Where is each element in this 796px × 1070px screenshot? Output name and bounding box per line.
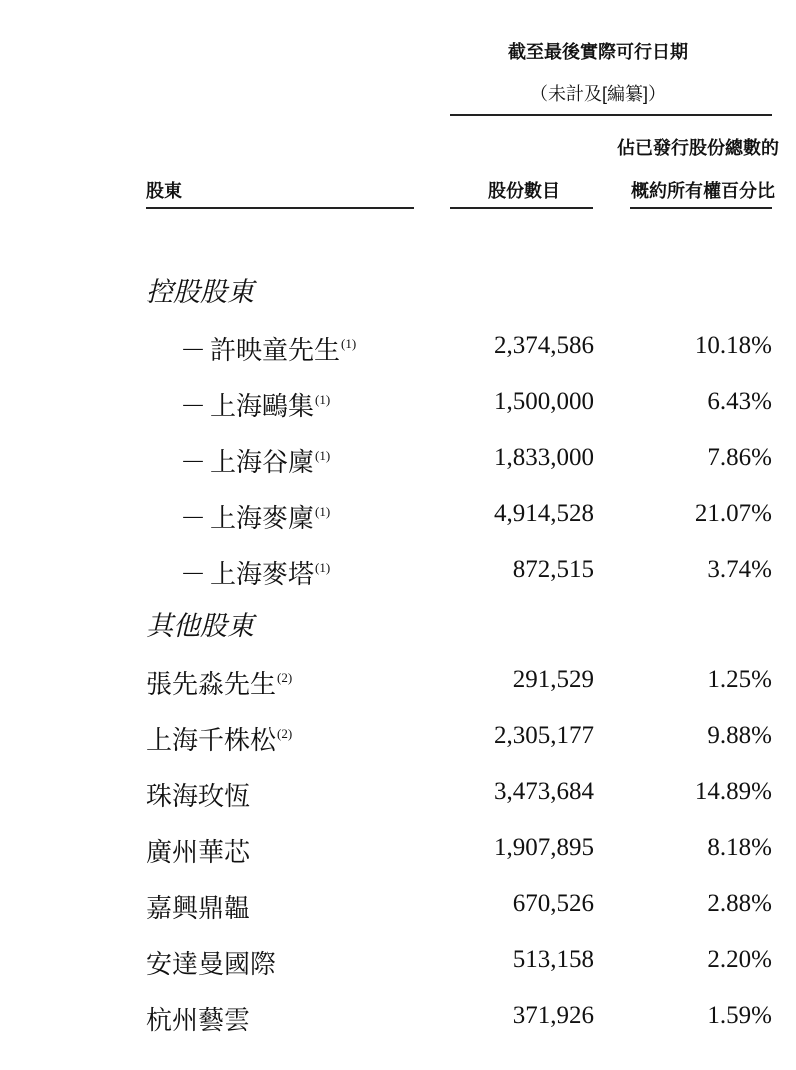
share-count: 1,907,895 bbox=[494, 834, 594, 861]
ownership-pct: 9.88% bbox=[707, 722, 772, 749]
shareholder-name: － 上海麥廩$^{(1)}$ bbox=[180, 504, 331, 533]
table-row bbox=[0, 660, 796, 704]
table-row bbox=[0, 940, 796, 984]
ownership-pct: 8.18% bbox=[707, 834, 772, 861]
footnote-marker: (1) bbox=[315, 504, 331, 519]
ownership-pct: 21.07% bbox=[694, 500, 772, 527]
pct-col-header-line1: 佔已發行股份總數的 bbox=[617, 138, 779, 158]
footnote-marker: (1) bbox=[315, 448, 331, 463]
pct-col-header-line2: 概約所有權百分比 bbox=[631, 181, 775, 201]
ownership-pct: 2.20% bbox=[707, 946, 772, 973]
ownership-pct: 2.88% bbox=[707, 890, 772, 917]
shareholder-name: － 上海麥塔$^{(1)}$ bbox=[180, 560, 331, 589]
table-row bbox=[0, 884, 796, 928]
share-count: 291,529 bbox=[512, 666, 594, 693]
table-row bbox=[0, 438, 796, 482]
period-header-rule bbox=[450, 114, 772, 116]
share-count: 1,500,000 bbox=[494, 388, 594, 415]
share-count: 670,526 bbox=[512, 890, 594, 917]
share-count: 3,473,684 bbox=[494, 778, 594, 805]
shareholder-name: 杭州藝雲 bbox=[146, 1006, 251, 1035]
pct-col-rule bbox=[630, 207, 772, 209]
shareholder-col-header: 股東 bbox=[146, 181, 182, 201]
ownership-pct: 3.74% bbox=[707, 556, 772, 583]
table-row bbox=[0, 772, 796, 816]
table-row bbox=[0, 716, 796, 760]
footnote-marker: (1) bbox=[341, 336, 357, 351]
section-title-other: 其他股東 bbox=[146, 611, 254, 641]
ownership-pct: 1.59% bbox=[707, 1002, 772, 1029]
table-row bbox=[0, 494, 796, 538]
shareholder-name: 上海千株松$^{(2)}$ bbox=[146, 726, 293, 755]
shareholder-col-rule bbox=[146, 207, 414, 209]
footnote-marker: (1) bbox=[315, 560, 331, 575]
shareholder-name: 珠海玫恆 bbox=[146, 782, 251, 811]
share-count: 1,833,000 bbox=[494, 444, 594, 471]
footnote-marker: (2) bbox=[277, 726, 293, 741]
table-row bbox=[0, 828, 796, 872]
ownership-pct: 14.89% bbox=[694, 778, 772, 805]
shareholder-name: 張先淼先生$^{(2)}$ bbox=[146, 670, 293, 699]
shareholder-name: 嘉興鼎韞 bbox=[146, 894, 251, 923]
table-row bbox=[0, 382, 796, 426]
share-count: 513,158 bbox=[512, 946, 594, 973]
shareholder-name: － 上海谷廩$^{(1)}$ bbox=[180, 448, 331, 477]
shares-col-header: 股份數目 bbox=[488, 181, 560, 201]
table-row bbox=[0, 550, 796, 594]
footnote-marker: (2) bbox=[277, 670, 293, 685]
shareholder-name: － 上海鷗集$^{(1)}$ bbox=[180, 392, 331, 421]
ownership-pct: 1.25% bbox=[707, 666, 772, 693]
period-header-line1: 截至最後實際可行日期 bbox=[508, 42, 688, 62]
shares-col-rule bbox=[450, 207, 593, 209]
share-count: 872,515 bbox=[512, 556, 594, 583]
ownership-pct: 7.86% bbox=[707, 444, 772, 471]
shareholder-name: 廣州華芯 bbox=[146, 838, 251, 867]
section-title-controlling: 控股股東 bbox=[146, 277, 254, 307]
ownership-pct: 6.43% bbox=[707, 388, 772, 415]
share-count: 4,914,528 bbox=[494, 500, 594, 527]
footnote-marker: (1) bbox=[315, 392, 331, 407]
share-count: 2,374,586 bbox=[494, 332, 594, 359]
period-header-line2: （未計及[編纂]） bbox=[530, 84, 667, 104]
share-count: 2,305,177 bbox=[494, 722, 594, 749]
shareholder-name: － 許映童先生$^{(1)}$ bbox=[180, 336, 357, 365]
shareholder-name: 安達曼國際 bbox=[146, 950, 277, 979]
table-row bbox=[0, 326, 796, 370]
ownership-pct: 10.18% bbox=[694, 332, 772, 359]
share-count: 371,926 bbox=[512, 1002, 594, 1029]
table-row bbox=[0, 996, 796, 1040]
